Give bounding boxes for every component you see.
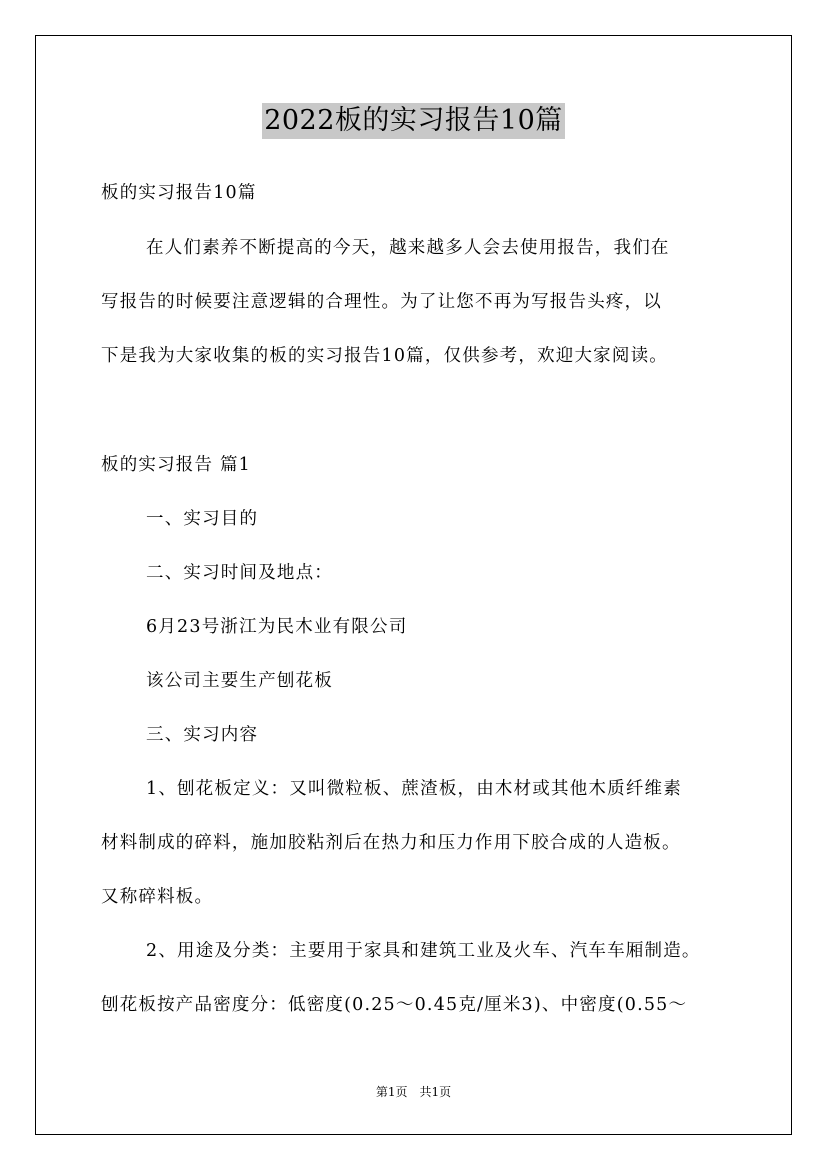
paragraph-line: 在人们素养不断提高的今天，越来越多人会去使用报告，我们在	[146, 238, 670, 258]
section-heading: 板的实习报告 篇1	[101, 455, 251, 475]
paragraph-line: 材料制成的碎料，施加胶粘剂后在热力和压力作用下胶合成的人造板。	[101, 833, 681, 853]
paragraph-line: 6月23号浙江为民木业有限公司	[146, 617, 408, 637]
paragraph-line: 下是我为大家收集的板的实习报告10篇，仅供参考，欢迎大家阅读。	[101, 346, 668, 366]
paragraph-line: 写报告的时候要注意逻辑的合理性。为了让您不再为写报告头疼，以	[101, 292, 662, 312]
paragraph-line: 该公司主要生产刨花板	[146, 671, 333, 691]
paragraph-line: 2、用途及分类：主要用于家具和建筑工业及火车、汽车车厢制造。	[146, 941, 701, 961]
document-title-wrap	[0, 103, 827, 139]
paragraph-line: 1、刨花板定义：又叫微粒板、蔗渣板，由木材或其他木质纤维素	[146, 779, 682, 799]
paragraph-line: 刨花板按产品密度分：低密度(0.25～0.45克/厘米3)、中密度(0.55～	[101, 995, 688, 1015]
paragraph-line: 二、实习时间及地点：	[146, 563, 333, 583]
paragraph-line: 一、实习目的	[146, 509, 259, 529]
document-title: 2022板的实习报告10篇	[262, 103, 565, 139]
paragraph-line: 又称碎料板。	[101, 887, 214, 907]
paragraph-line: 三、实习内容	[146, 725, 259, 745]
page-footer: 第1页 共1页	[375, 1085, 452, 1099]
subtitle-line: 板的实习报告10篇	[101, 183, 257, 203]
